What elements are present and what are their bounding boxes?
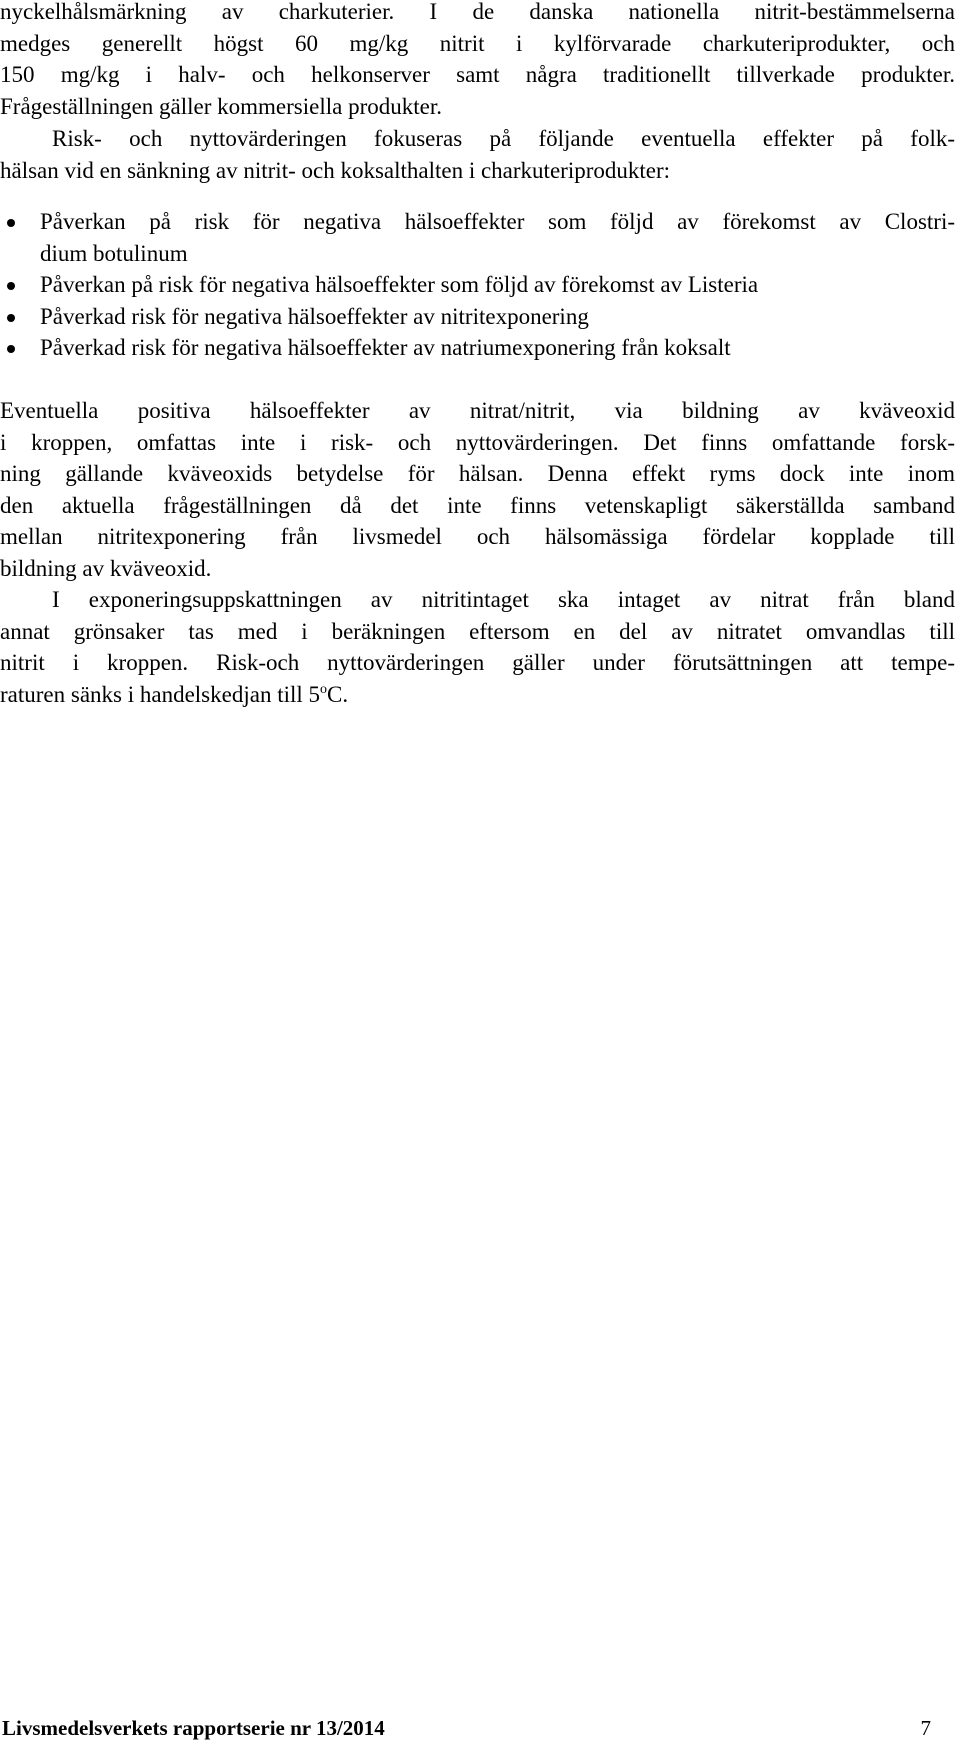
paragraph-4-line-3: nitrit i kroppen. Risk-och nyttovärderingen gäller under förutsättningen att tempe- bbox=[0, 650, 955, 675]
effects-bullet-list bbox=[0, 206, 960, 364]
paragraph-4-line-1: I exponeringsuppskattningen av nitritintaget ska intaget av nitrat från bland bbox=[52, 587, 955, 612]
temperature-text: raturen sänks i handelskedjan till 5 bbox=[0, 681, 321, 707]
paragraph-1-line-2: medges generellt högst 60 mg/kg nitrit i kylförvarade charkuteriprodukter, och bbox=[0, 30, 955, 56]
paragraph-2-line-1: Risk- och nyttovärderingen fokuseras på följande eventuella effekter på folk- bbox=[52, 126, 955, 151]
paragraph-4-line-4 bbox=[0, 679, 955, 711]
paragraph-2 bbox=[0, 123, 955, 186]
bullet-1-line-2: dium botulinum bbox=[40, 240, 188, 266]
paragraph-3-line-6: bildning av kväveoxid. bbox=[0, 555, 212, 581]
celsius-text: C. bbox=[327, 681, 349, 707]
paragraph-1 bbox=[0, 0, 955, 122]
bullet-item-listeria bbox=[0, 269, 955, 301]
bullet-2-line-1: Påverkan på risk för negativa hälsoeffekter som följd av förekomst av Listeria bbox=[40, 272, 759, 297]
paragraph-2-line-2: hälsan vid en sänkning av nitrit- och koksalthalten i charkuteriprodukter: bbox=[0, 157, 671, 183]
paragraph-3-line-3: ning gällande kväveoxids betydelse för hälsan. Denna effekt ryms dock inte inom bbox=[0, 461, 955, 486]
paragraph-4-line-2: annat grönsaker tas med i beräkningen eftersom en del av nitratet omvandlas till bbox=[0, 618, 955, 644]
paragraph-3 bbox=[0, 395, 955, 584]
paragraph-1-line-1: nyckelhålsmärkning av charkuterier. I de danska nationella nitrit-bestämmelserna bbox=[0, 0, 955, 24]
bullet-3-line-1: Påverkad risk för negativa hälsoeffekter av nitritexponering bbox=[40, 303, 589, 329]
degree-superscript: o bbox=[320, 681, 328, 697]
paragraph-1-line-3: 150 mg/kg i halv- och helkonserver samt några traditionellt tillverkade produkter. bbox=[0, 62, 955, 87]
page-number: 7 bbox=[920, 1716, 931, 1740]
bullet-item-nitrite bbox=[0, 301, 955, 333]
paragraph-3-line-1: Eventuella positiva hälsoeffekter av nitrat/nitrit, via bildning av kväveoxid bbox=[0, 398, 955, 423]
bullet-icon bbox=[7, 345, 15, 353]
paragraph-3-line-4: den aktuella frågeställningen då det inte finns vetenskapligt säkerställda samband bbox=[0, 492, 955, 518]
bullet-1-line-1: Påverkan på risk för negativa hälsoeffekter som följd av förekomst av Clostri- bbox=[40, 209, 955, 234]
bullet-icon bbox=[7, 314, 15, 322]
bullet-item-clostridium bbox=[0, 206, 955, 269]
bullet-icon bbox=[7, 282, 15, 290]
paragraph-4 bbox=[0, 584, 955, 710]
bullet-icon bbox=[7, 219, 15, 227]
publication-series: Livsmedelsverkets rapportserie nr 13/2014 bbox=[2, 1716, 385, 1740]
paragraph-3-line-2: i kroppen, omfattas inte i risk- och nyttovärderingen. Det finns omfattande forsk- bbox=[0, 429, 955, 455]
bullet-4-line-1: Påverkad risk för negativa hälsoeffekter av natriumexponering från koksalt bbox=[40, 335, 731, 360]
paragraph-3-line-5: mellan nitritexponering från livsmedel och hälsomässiga fördelar kopplade till bbox=[0, 524, 955, 549]
paragraph-1-line-4: Frågeställningen gäller kommersiella produkter. bbox=[0, 93, 442, 119]
bullet-item-sodium bbox=[0, 332, 955, 364]
